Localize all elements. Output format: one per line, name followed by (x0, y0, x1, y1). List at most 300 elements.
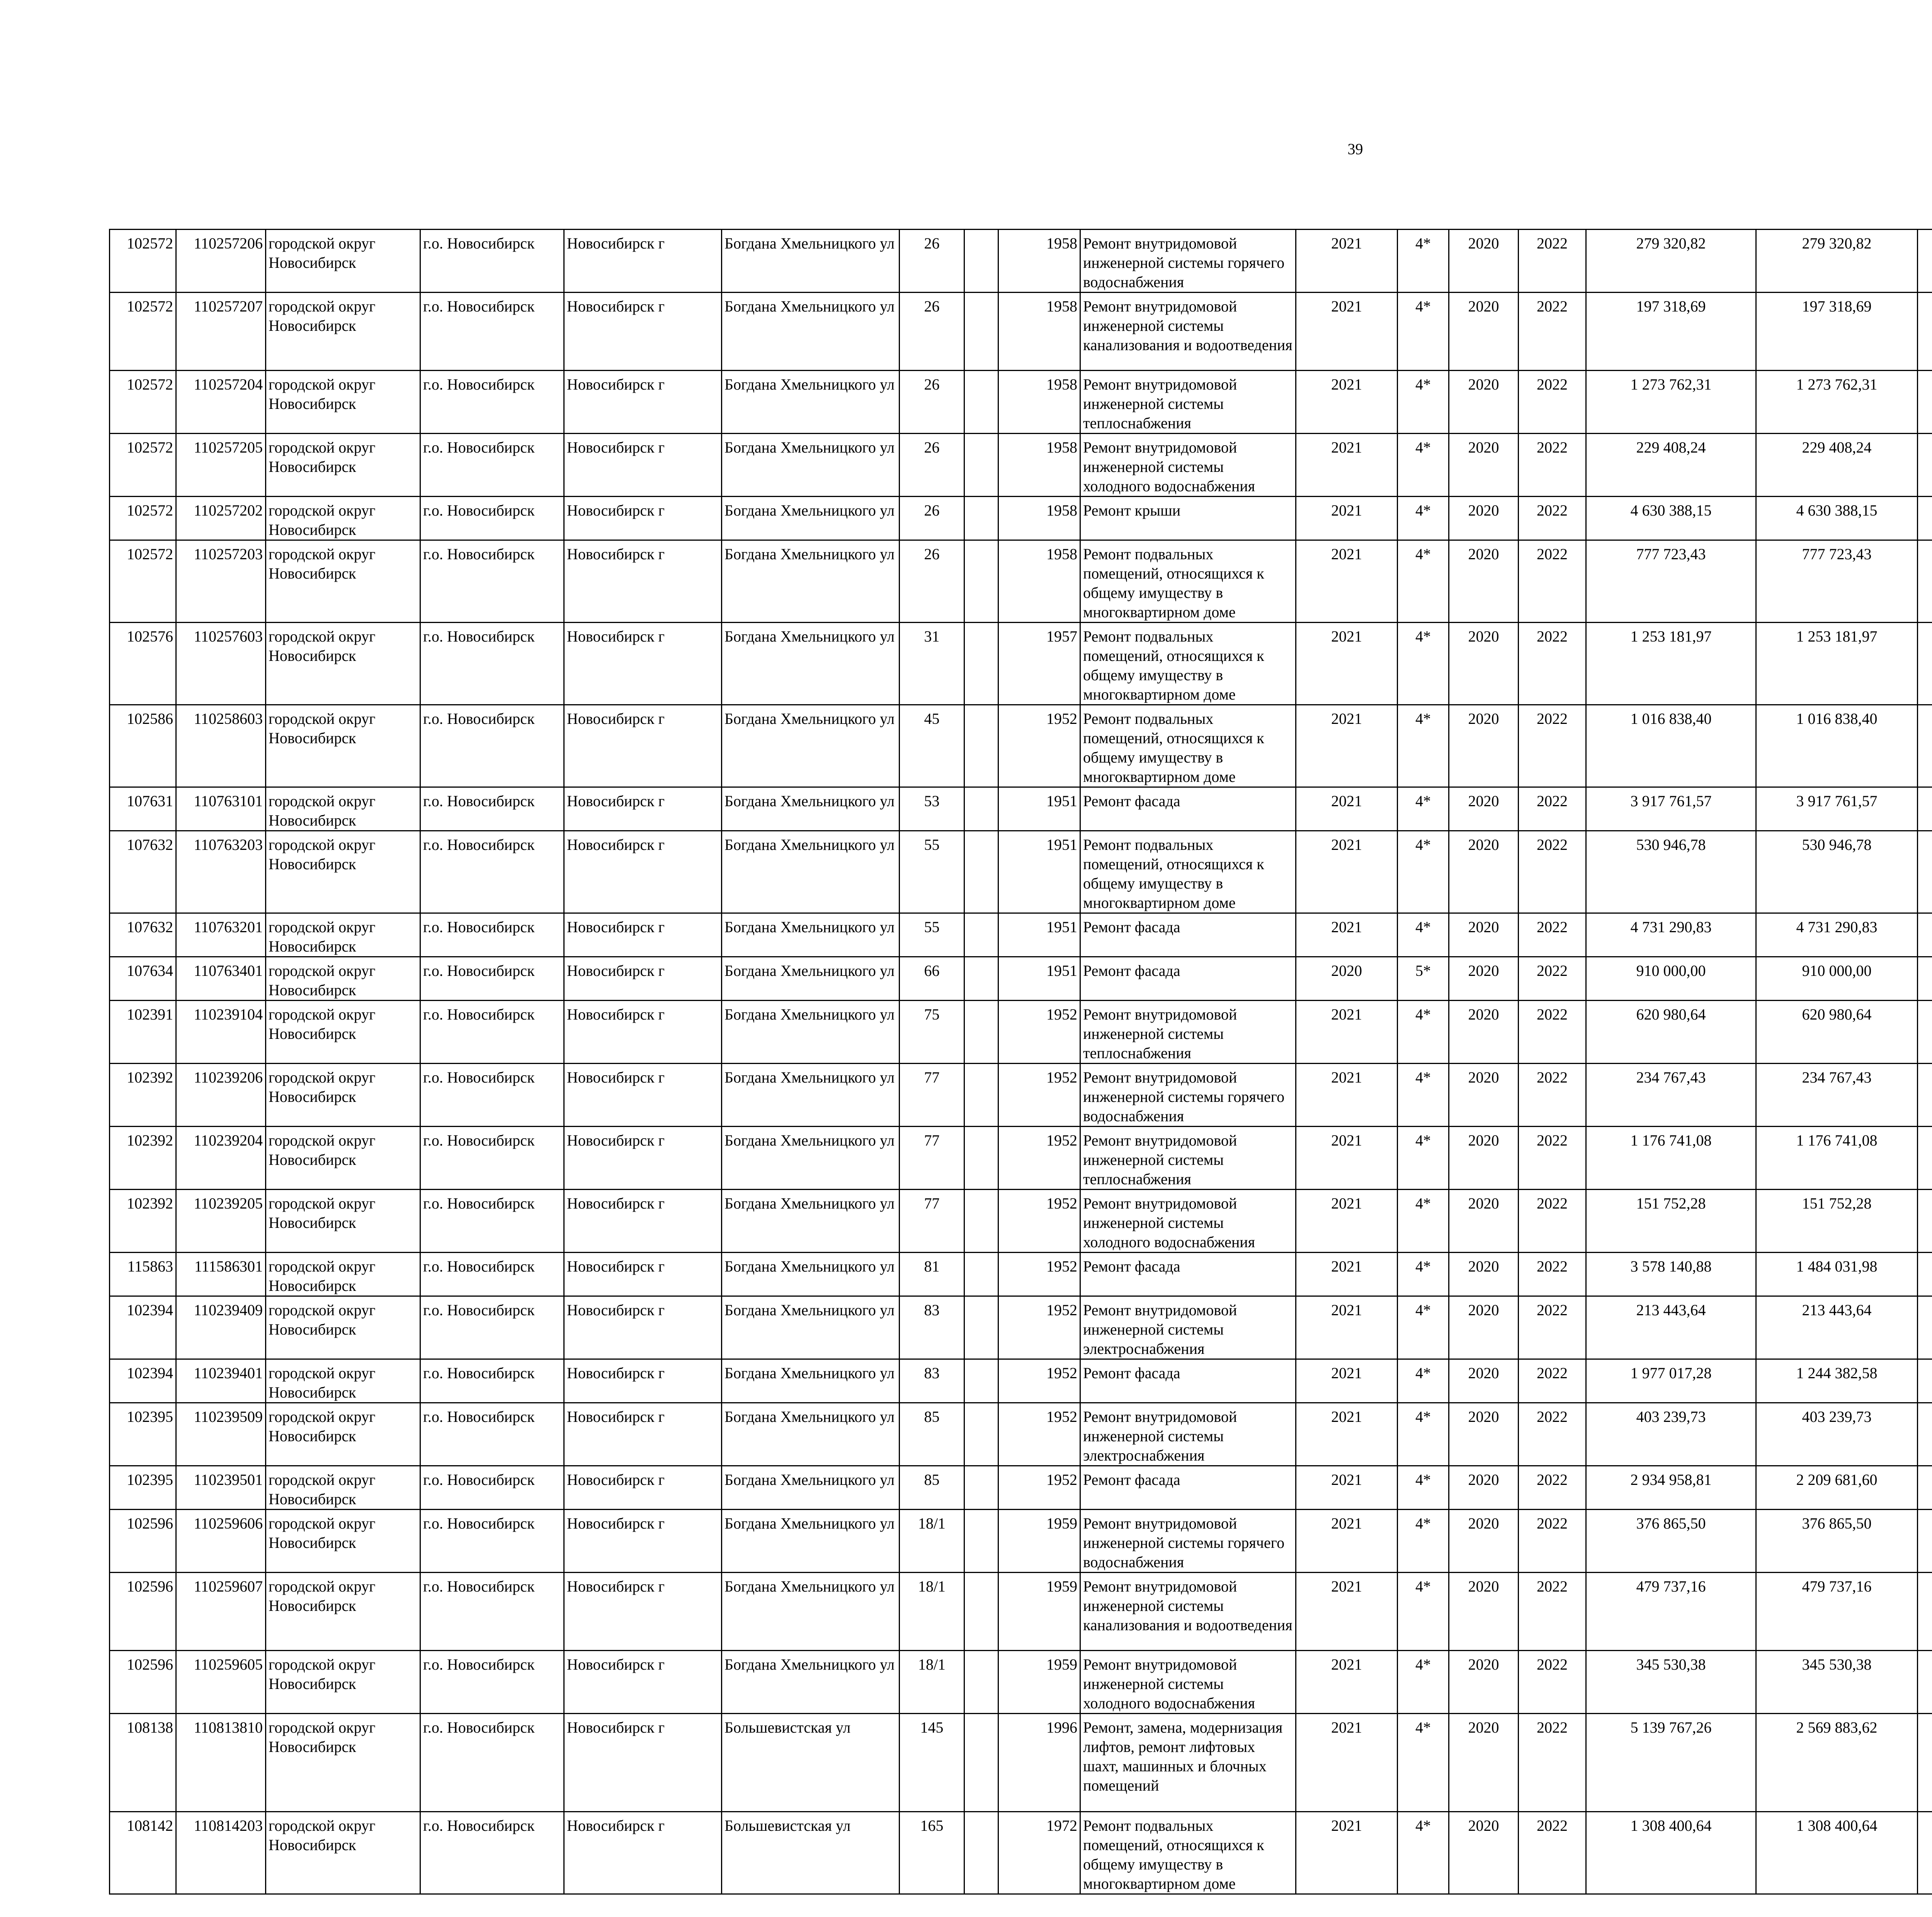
cell-street: Богдана Хмельницкого ул (722, 293, 900, 371)
cell-street: Богдана Хмельницкого ул (722, 1064, 900, 1127)
table-row (110, 434, 1932, 497)
cell-total-cost: 620 980,64 (1586, 1001, 1756, 1064)
cell-municipality: городской округ Новосибирск (266, 957, 420, 1001)
cell-build-year: 1952 (998, 1190, 1080, 1253)
cell-total-cost: 1 308 400,64 (1586, 1812, 1756, 1894)
cell-house-id: 102572 (110, 371, 176, 434)
cell-city: Новосибирск г (564, 1510, 722, 1573)
cell-city: Новосибирск г (564, 957, 722, 1001)
cell-letter (964, 1573, 998, 1651)
cell-total-cost: 530 946,78 (1586, 831, 1756, 913)
cell-work-id: 110257202 (176, 497, 266, 540)
cell-city: Новосибирск г (564, 434, 722, 497)
cell-plan-year: 2021 (1296, 293, 1398, 371)
table-row (110, 1190, 1932, 1253)
cell-plan-year: 2021 (1296, 1359, 1398, 1403)
cell-budget-amount (1918, 1812, 1932, 1894)
cell-municipality: городской округ Новосибирск (266, 1403, 420, 1466)
cell-house-number: 26 (900, 497, 964, 540)
cell-build-year: 1951 (998, 831, 1080, 913)
table-row (110, 371, 1932, 434)
cell-work-type: Ремонт внутридомовой инженерной системы канализования и водоотведения (1080, 293, 1296, 371)
cell-build-year: 1952 (998, 1296, 1080, 1359)
cell-work-id: 110257204 (176, 371, 266, 434)
cell-fund-amount: 279 320,82 (1756, 230, 1918, 293)
table-row (110, 831, 1932, 913)
cell-build-year: 1957 (998, 623, 1080, 705)
cell-build-year: 1958 (998, 293, 1080, 371)
cell-house-number: 66 (900, 957, 964, 1001)
cell-budget-amount (1918, 1403, 1932, 1466)
cell-priority: 4* (1398, 787, 1449, 831)
cell-budget-amount (1918, 1466, 1932, 1510)
cell-budget-amount (1918, 434, 1932, 497)
cell-plan-year: 2021 (1296, 1403, 1398, 1466)
cell-priority: 4* (1398, 293, 1449, 371)
cell-period-start: 2020 (1449, 434, 1519, 497)
cell-municipality: городской округ Новосибирск (266, 705, 420, 787)
cell-build-year: 1952 (998, 1253, 1080, 1296)
cell-house-id: 107634 (110, 957, 176, 1001)
cell-build-year: 1958 (998, 540, 1080, 623)
cell-street: Богдана Хмельницкого ул (722, 1001, 900, 1064)
cell-house-id: 102596 (110, 1510, 176, 1573)
cell-plan-year: 2020 (1296, 957, 1398, 1001)
cell-work-id: 110257203 (176, 540, 266, 623)
cell-letter (964, 913, 998, 957)
cell-house-number: 18/1 (900, 1651, 964, 1714)
cell-period-end: 2022 (1519, 1812, 1586, 1894)
cell-period-start: 2020 (1449, 1359, 1519, 1403)
cell-total-cost: 5 139 767,26 (1586, 1714, 1756, 1812)
cell-work-id: 110258603 (176, 705, 266, 787)
cell-work-id: 110239204 (176, 1127, 266, 1190)
cell-work-type: Ремонт внутридомовой инженерной системы горячего водоснабжения (1080, 1510, 1296, 1573)
cell-plan-year: 2021 (1296, 1064, 1398, 1127)
cell-total-cost: 910 000,00 (1586, 957, 1756, 1001)
cell-district: г.о. Новосибирск (420, 1127, 564, 1190)
cell-city: Новосибирск г (564, 787, 722, 831)
cell-plan-year: 2021 (1296, 497, 1398, 540)
cell-fund-amount: 1 308 400,64 (1756, 1812, 1918, 1894)
cell-municipality: городской округ Новосибирск (266, 623, 420, 705)
table-row (110, 1359, 1932, 1403)
cell-period-start: 2020 (1449, 957, 1519, 1001)
cell-work-type: Ремонт внутридомовой инженерной системы теплоснабжения (1080, 1127, 1296, 1190)
cell-plan-year: 2021 (1296, 705, 1398, 787)
cell-work-id: 110239509 (176, 1403, 266, 1466)
cell-period-end: 2022 (1519, 1510, 1586, 1573)
cell-total-cost: 3 578 140,88 (1586, 1253, 1756, 1296)
cell-plan-year: 2021 (1296, 1651, 1398, 1714)
cell-work-type: Ремонт внутридомовой инженерной системы электроснабжения (1080, 1296, 1296, 1359)
table-row (110, 1714, 1932, 1812)
cell-house-id: 102586 (110, 705, 176, 787)
cell-municipality: городской округ Новосибирск (266, 787, 420, 831)
cell-work-type: Ремонт внутридомовой инженерной системы холодного водоснабжения (1080, 1651, 1296, 1714)
table-row (110, 1127, 1932, 1190)
cell-letter (964, 1714, 998, 1812)
cell-budget-amount (1918, 957, 1932, 1001)
cell-letter (964, 705, 998, 787)
cell-period-start: 2020 (1449, 1466, 1519, 1510)
cell-letter (964, 371, 998, 434)
cell-city: Новосибирск г (564, 1001, 722, 1064)
cell-house-id: 102391 (110, 1001, 176, 1064)
cell-house-number: 55 (900, 913, 964, 957)
cell-period-start: 2020 (1449, 1403, 1519, 1466)
cell-district: г.о. Новосибирск (420, 540, 564, 623)
cell-municipality: городской округ Новосибирск (266, 1714, 420, 1812)
cell-period-end: 2022 (1519, 1714, 1586, 1812)
cell-work-type: Ремонт фасада (1080, 957, 1296, 1001)
cell-fund-amount: 2 209 681,60 (1756, 1466, 1918, 1510)
table-row (110, 1812, 1932, 1894)
cell-house-number: 26 (900, 371, 964, 434)
cell-period-end: 2022 (1519, 1001, 1586, 1064)
cell-period-end: 2022 (1519, 540, 1586, 623)
cell-total-cost: 229 408,24 (1586, 434, 1756, 497)
cell-municipality: городской округ Новосибирск (266, 293, 420, 371)
table-row (110, 1466, 1932, 1510)
cell-fund-amount: 777 723,43 (1756, 540, 1918, 623)
cell-budget-amount (1918, 1064, 1932, 1127)
cell-plan-year: 2021 (1296, 831, 1398, 913)
cell-total-cost: 197 318,69 (1586, 293, 1756, 371)
table-row (110, 293, 1932, 371)
cell-priority: 4* (1398, 1651, 1449, 1714)
cell-period-start: 2020 (1449, 1127, 1519, 1190)
table-row (110, 1403, 1932, 1466)
cell-street: Богдана Хмельницкого ул (722, 787, 900, 831)
cell-work-id: 110239205 (176, 1190, 266, 1253)
cell-fund-amount: 1 484 031,98 (1756, 1253, 1918, 1296)
cell-district: г.о. Новосибирск (420, 1510, 564, 1573)
cell-city: Новосибирск г (564, 1651, 722, 1714)
cell-period-start: 2020 (1449, 1064, 1519, 1127)
cell-city: Новосибирск г (564, 1190, 722, 1253)
cell-priority: 4* (1398, 1466, 1449, 1510)
cell-plan-year: 2021 (1296, 1253, 1398, 1296)
cell-house-id: 115863 (110, 1253, 176, 1296)
cell-house-number: 85 (900, 1466, 964, 1510)
cell-total-cost: 345 530,38 (1586, 1651, 1756, 1714)
cell-plan-year: 2021 (1296, 623, 1398, 705)
cell-priority: 4* (1398, 1714, 1449, 1812)
cell-priority: 4* (1398, 540, 1449, 623)
cell-budget-amount (1918, 831, 1932, 913)
cell-priority: 4* (1398, 1001, 1449, 1064)
cell-letter (964, 1190, 998, 1253)
cell-house-number: 77 (900, 1127, 964, 1190)
cell-budget-amount (1918, 1573, 1932, 1651)
cell-plan-year: 2021 (1296, 1127, 1398, 1190)
cell-work-type: Ремонт внутридомовой инженерной системы горячего водоснабжения (1080, 230, 1296, 293)
cell-municipality: городской округ Новосибирск (266, 1510, 420, 1573)
cell-street: Богдана Хмельницкого ул (722, 957, 900, 1001)
cell-work-type: Ремонт подвальных помещений, относящихся к общему имуществу в многоквартирном доме (1080, 540, 1296, 623)
cell-priority: 4* (1398, 497, 1449, 540)
cell-priority: 4* (1398, 913, 1449, 957)
cell-house-number: 18/1 (900, 1510, 964, 1573)
cell-total-cost: 1 977 017,28 (1586, 1359, 1756, 1403)
cell-city: Новосибирск г (564, 1403, 722, 1466)
cell-house-id: 102596 (110, 1573, 176, 1651)
cell-street: Богдана Хмельницкого ул (722, 1253, 900, 1296)
cell-plan-year: 2021 (1296, 434, 1398, 497)
cell-fund-amount: 376 865,50 (1756, 1510, 1918, 1573)
cell-city: Новосибирск г (564, 913, 722, 957)
cell-budget-amount (1918, 497, 1932, 540)
table-row (110, 1510, 1932, 1573)
cell-municipality: городской округ Новосибирск (266, 1127, 420, 1190)
cell-work-id: 110259606 (176, 1510, 266, 1573)
cell-period-end: 2022 (1519, 1296, 1586, 1359)
cell-total-cost: 403 239,73 (1586, 1403, 1756, 1466)
cell-period-start: 2020 (1449, 1812, 1519, 1894)
cell-street: Богдана Хмельницкого ул (722, 371, 900, 434)
cell-street: Богдана Хмельницкого ул (722, 1190, 900, 1253)
cell-period-start: 2020 (1449, 1190, 1519, 1253)
cell-build-year: 1972 (998, 1812, 1080, 1894)
cell-build-year: 1958 (998, 230, 1080, 293)
table-row (110, 787, 1932, 831)
cell-work-id: 110763101 (176, 787, 266, 831)
cell-house-number: 26 (900, 540, 964, 623)
cell-city: Новосибирск г (564, 1573, 722, 1651)
cell-letter (964, 1403, 998, 1466)
table-row (110, 957, 1932, 1001)
cell-house-id: 102596 (110, 1651, 176, 1714)
cell-house-number: 18/1 (900, 1573, 964, 1651)
cell-city: Новосибирск г (564, 230, 722, 293)
cell-priority: 4* (1398, 1359, 1449, 1403)
cell-work-type: Ремонт фасада (1080, 787, 1296, 831)
cell-city: Новосибирск г (564, 831, 722, 913)
cell-period-end: 2022 (1519, 1064, 1586, 1127)
cell-district: г.о. Новосибирск (420, 1064, 564, 1127)
cell-district: г.о. Новосибирск (420, 293, 564, 371)
cell-fund-amount: 1 273 762,31 (1756, 371, 1918, 434)
cell-district: г.о. Новосибирск (420, 371, 564, 434)
cell-period-start: 2020 (1449, 831, 1519, 913)
cell-house-id: 107632 (110, 913, 176, 957)
cell-district: г.о. Новосибирск (420, 1190, 564, 1253)
cell-street: Богдана Хмельницкого ул (722, 1510, 900, 1573)
cell-fund-amount: 479 737,16 (1756, 1573, 1918, 1651)
cell-period-end: 2022 (1519, 371, 1586, 434)
cell-budget-amount (1918, 1510, 1932, 1573)
cell-plan-year: 2021 (1296, 371, 1398, 434)
cell-work-id: 110257206 (176, 230, 266, 293)
cell-period-end: 2022 (1519, 293, 1586, 371)
cell-priority: 4* (1398, 1127, 1449, 1190)
table-row (110, 913, 1932, 957)
cell-street: Богдана Хмельницкого ул (722, 831, 900, 913)
cell-house-id: 102572 (110, 497, 176, 540)
cell-work-id: 110259605 (176, 1651, 266, 1714)
cell-fund-amount: 2 569 883,62 (1756, 1714, 1918, 1812)
cell-letter (964, 1651, 998, 1714)
cell-work-id: 110763203 (176, 831, 266, 913)
cell-budget-amount (1918, 1190, 1932, 1253)
cell-street: Богдана Хмельницкого ул (722, 1466, 900, 1510)
cell-work-type: Ремонт внутридомовой инженерной системы теплоснабжения (1080, 1001, 1296, 1064)
cell-work-type: Ремонт фасада (1080, 1253, 1296, 1296)
cell-build-year: 1958 (998, 371, 1080, 434)
cell-work-id: 110763401 (176, 957, 266, 1001)
cell-fund-amount: 1 016 838,40 (1756, 705, 1918, 787)
cell-house-number: 26 (900, 293, 964, 371)
cell-district: г.о. Новосибирск (420, 705, 564, 787)
cell-work-id: 110813810 (176, 1714, 266, 1812)
cell-city: Новосибирск г (564, 1064, 722, 1127)
cell-work-type: Ремонт фасада (1080, 1466, 1296, 1510)
table-row (110, 540, 1932, 623)
cell-letter (964, 1359, 998, 1403)
cell-district: г.о. Новосибирск (420, 497, 564, 540)
cell-letter (964, 957, 998, 1001)
cell-plan-year: 2021 (1296, 913, 1398, 957)
cell-street: Богдана Хмельницкого ул (722, 1651, 900, 1714)
cell-house-number: 145 (900, 1714, 964, 1812)
cell-fund-amount: 151 752,28 (1756, 1190, 1918, 1253)
cell-build-year: 1959 (998, 1510, 1080, 1573)
cell-work-id: 110257205 (176, 434, 266, 497)
cell-work-id: 110239206 (176, 1064, 266, 1127)
cell-house-id: 102395 (110, 1403, 176, 1466)
cell-budget-amount (1918, 913, 1932, 957)
cell-house-number: 26 (900, 434, 964, 497)
cell-period-start: 2020 (1449, 371, 1519, 434)
cell-district: г.о. Новосибирск (420, 230, 564, 293)
cell-period-end: 2022 (1519, 1651, 1586, 1714)
cell-work-id: 110763201 (176, 913, 266, 957)
cell-street: Богдана Хмельницкого ул (722, 623, 900, 705)
cell-house-number: 83 (900, 1296, 964, 1359)
cell-build-year: 1952 (998, 1127, 1080, 1190)
cell-street: Богдана Хмельницкого ул (722, 1127, 900, 1190)
cell-plan-year: 2021 (1296, 1190, 1398, 1253)
cell-budget-amount (1918, 1296, 1932, 1359)
cell-municipality: городской округ Новосибирск (266, 1466, 420, 1510)
cell-build-year: 1952 (998, 1001, 1080, 1064)
cell-work-type: Ремонт крыши (1080, 497, 1296, 540)
cell-work-type: Ремонт внутридомовой инженерной системы холодного водоснабжения (1080, 434, 1296, 497)
cell-budget-amount (1918, 1359, 1932, 1403)
cell-house-id: 102392 (110, 1064, 176, 1127)
cell-house-number: 165 (900, 1812, 964, 1894)
cell-period-end: 2022 (1519, 957, 1586, 1001)
cell-letter (964, 1253, 998, 1296)
cell-total-cost: 1 016 838,40 (1586, 705, 1756, 787)
cell-period-end: 2022 (1519, 831, 1586, 913)
cell-house-id: 102394 (110, 1359, 176, 1403)
cell-city: Новосибирск г (564, 623, 722, 705)
table-row (110, 1064, 1932, 1127)
cell-work-id: 110259607 (176, 1573, 266, 1651)
cell-district: г.о. Новосибирск (420, 1403, 564, 1466)
cell-period-start: 2020 (1449, 1510, 1519, 1573)
cell-letter (964, 497, 998, 540)
cell-total-cost: 4 630 388,15 (1586, 497, 1756, 540)
cell-priority: 4* (1398, 371, 1449, 434)
cell-work-type: Ремонт подвальных помещений, относящихся к общему имуществу в многоквартирном доме (1080, 1812, 1296, 1894)
cell-period-start: 2020 (1449, 1651, 1519, 1714)
cell-fund-amount: 4 630 388,15 (1756, 497, 1918, 540)
cell-priority: 4* (1398, 1403, 1449, 1466)
cell-fund-amount: 197 318,69 (1756, 293, 1918, 371)
cell-build-year: 1952 (998, 705, 1080, 787)
page-number: 39 (1347, 140, 1363, 158)
cell-priority: 4* (1398, 623, 1449, 705)
table-row (110, 1296, 1932, 1359)
cell-work-type: Ремонт подвальных помещений, относящихся к общему имуществу в многоквартирном доме (1080, 705, 1296, 787)
cell-city: Новосибирск г (564, 1359, 722, 1403)
cell-district: г.о. Новосибирск (420, 1001, 564, 1064)
cell-priority: 4* (1398, 1064, 1449, 1127)
cell-street: Богдана Хмельницкого ул (722, 230, 900, 293)
cell-total-cost: 1 253 181,97 (1586, 623, 1756, 705)
cell-letter (964, 1001, 998, 1064)
cell-district: г.о. Новосибирск (420, 1466, 564, 1510)
cell-letter (964, 623, 998, 705)
cell-plan-year: 2021 (1296, 1510, 1398, 1573)
cell-city: Новосибирск г (564, 1466, 722, 1510)
cell-work-type: Ремонт внутридомовой инженерной системы электроснабжения (1080, 1403, 1296, 1466)
cell-letter (964, 1510, 998, 1573)
cell-period-end: 2022 (1519, 1466, 1586, 1510)
cell-period-end: 2022 (1519, 1127, 1586, 1190)
cell-period-end: 2022 (1519, 705, 1586, 787)
cell-total-cost: 279 320,82 (1586, 230, 1756, 293)
cell-plan-year: 2021 (1296, 1466, 1398, 1510)
cell-house-id: 102394 (110, 1296, 176, 1359)
cell-municipality: городской округ Новосибирск (266, 497, 420, 540)
cell-street: Богдана Хмельницкого ул (722, 434, 900, 497)
cell-period-start: 2020 (1449, 913, 1519, 957)
cell-work-id: 110239401 (176, 1359, 266, 1403)
cell-period-end: 2022 (1519, 1359, 1586, 1403)
cell-city: Новосибирск г (564, 1812, 722, 1894)
cell-district: г.о. Новосибирск (420, 1651, 564, 1714)
cell-municipality: городской округ Новосибирск (266, 1190, 420, 1253)
cell-period-start: 2020 (1449, 1253, 1519, 1296)
cell-house-number: 85 (900, 1403, 964, 1466)
cell-plan-year: 2021 (1296, 1001, 1398, 1064)
cell-total-cost: 1 273 762,31 (1586, 371, 1756, 434)
table-row (110, 1001, 1932, 1064)
cell-work-type: Ремонт фасада (1080, 1359, 1296, 1403)
cell-period-start: 2020 (1449, 497, 1519, 540)
cell-letter (964, 1466, 998, 1510)
cell-city: Новосибирск г (564, 293, 722, 371)
cell-plan-year: 2021 (1296, 1573, 1398, 1651)
cell-fund-amount: 229 408,24 (1756, 434, 1918, 497)
cell-total-cost: 234 767,43 (1586, 1064, 1756, 1127)
cell-city: Новосибирск г (564, 371, 722, 434)
cell-letter (964, 293, 998, 371)
cell-letter (964, 1296, 998, 1359)
cell-period-start: 2020 (1449, 1001, 1519, 1064)
cell-municipality: городской округ Новосибирск (266, 1296, 420, 1359)
cell-house-id: 102392 (110, 1190, 176, 1253)
cell-work-id: 110239104 (176, 1001, 266, 1064)
cell-house-id: 102572 (110, 540, 176, 623)
cell-plan-year: 2021 (1296, 1812, 1398, 1894)
cell-city: Новосибирск г (564, 705, 722, 787)
cell-municipality: городской округ Новосибирск (266, 1812, 420, 1894)
